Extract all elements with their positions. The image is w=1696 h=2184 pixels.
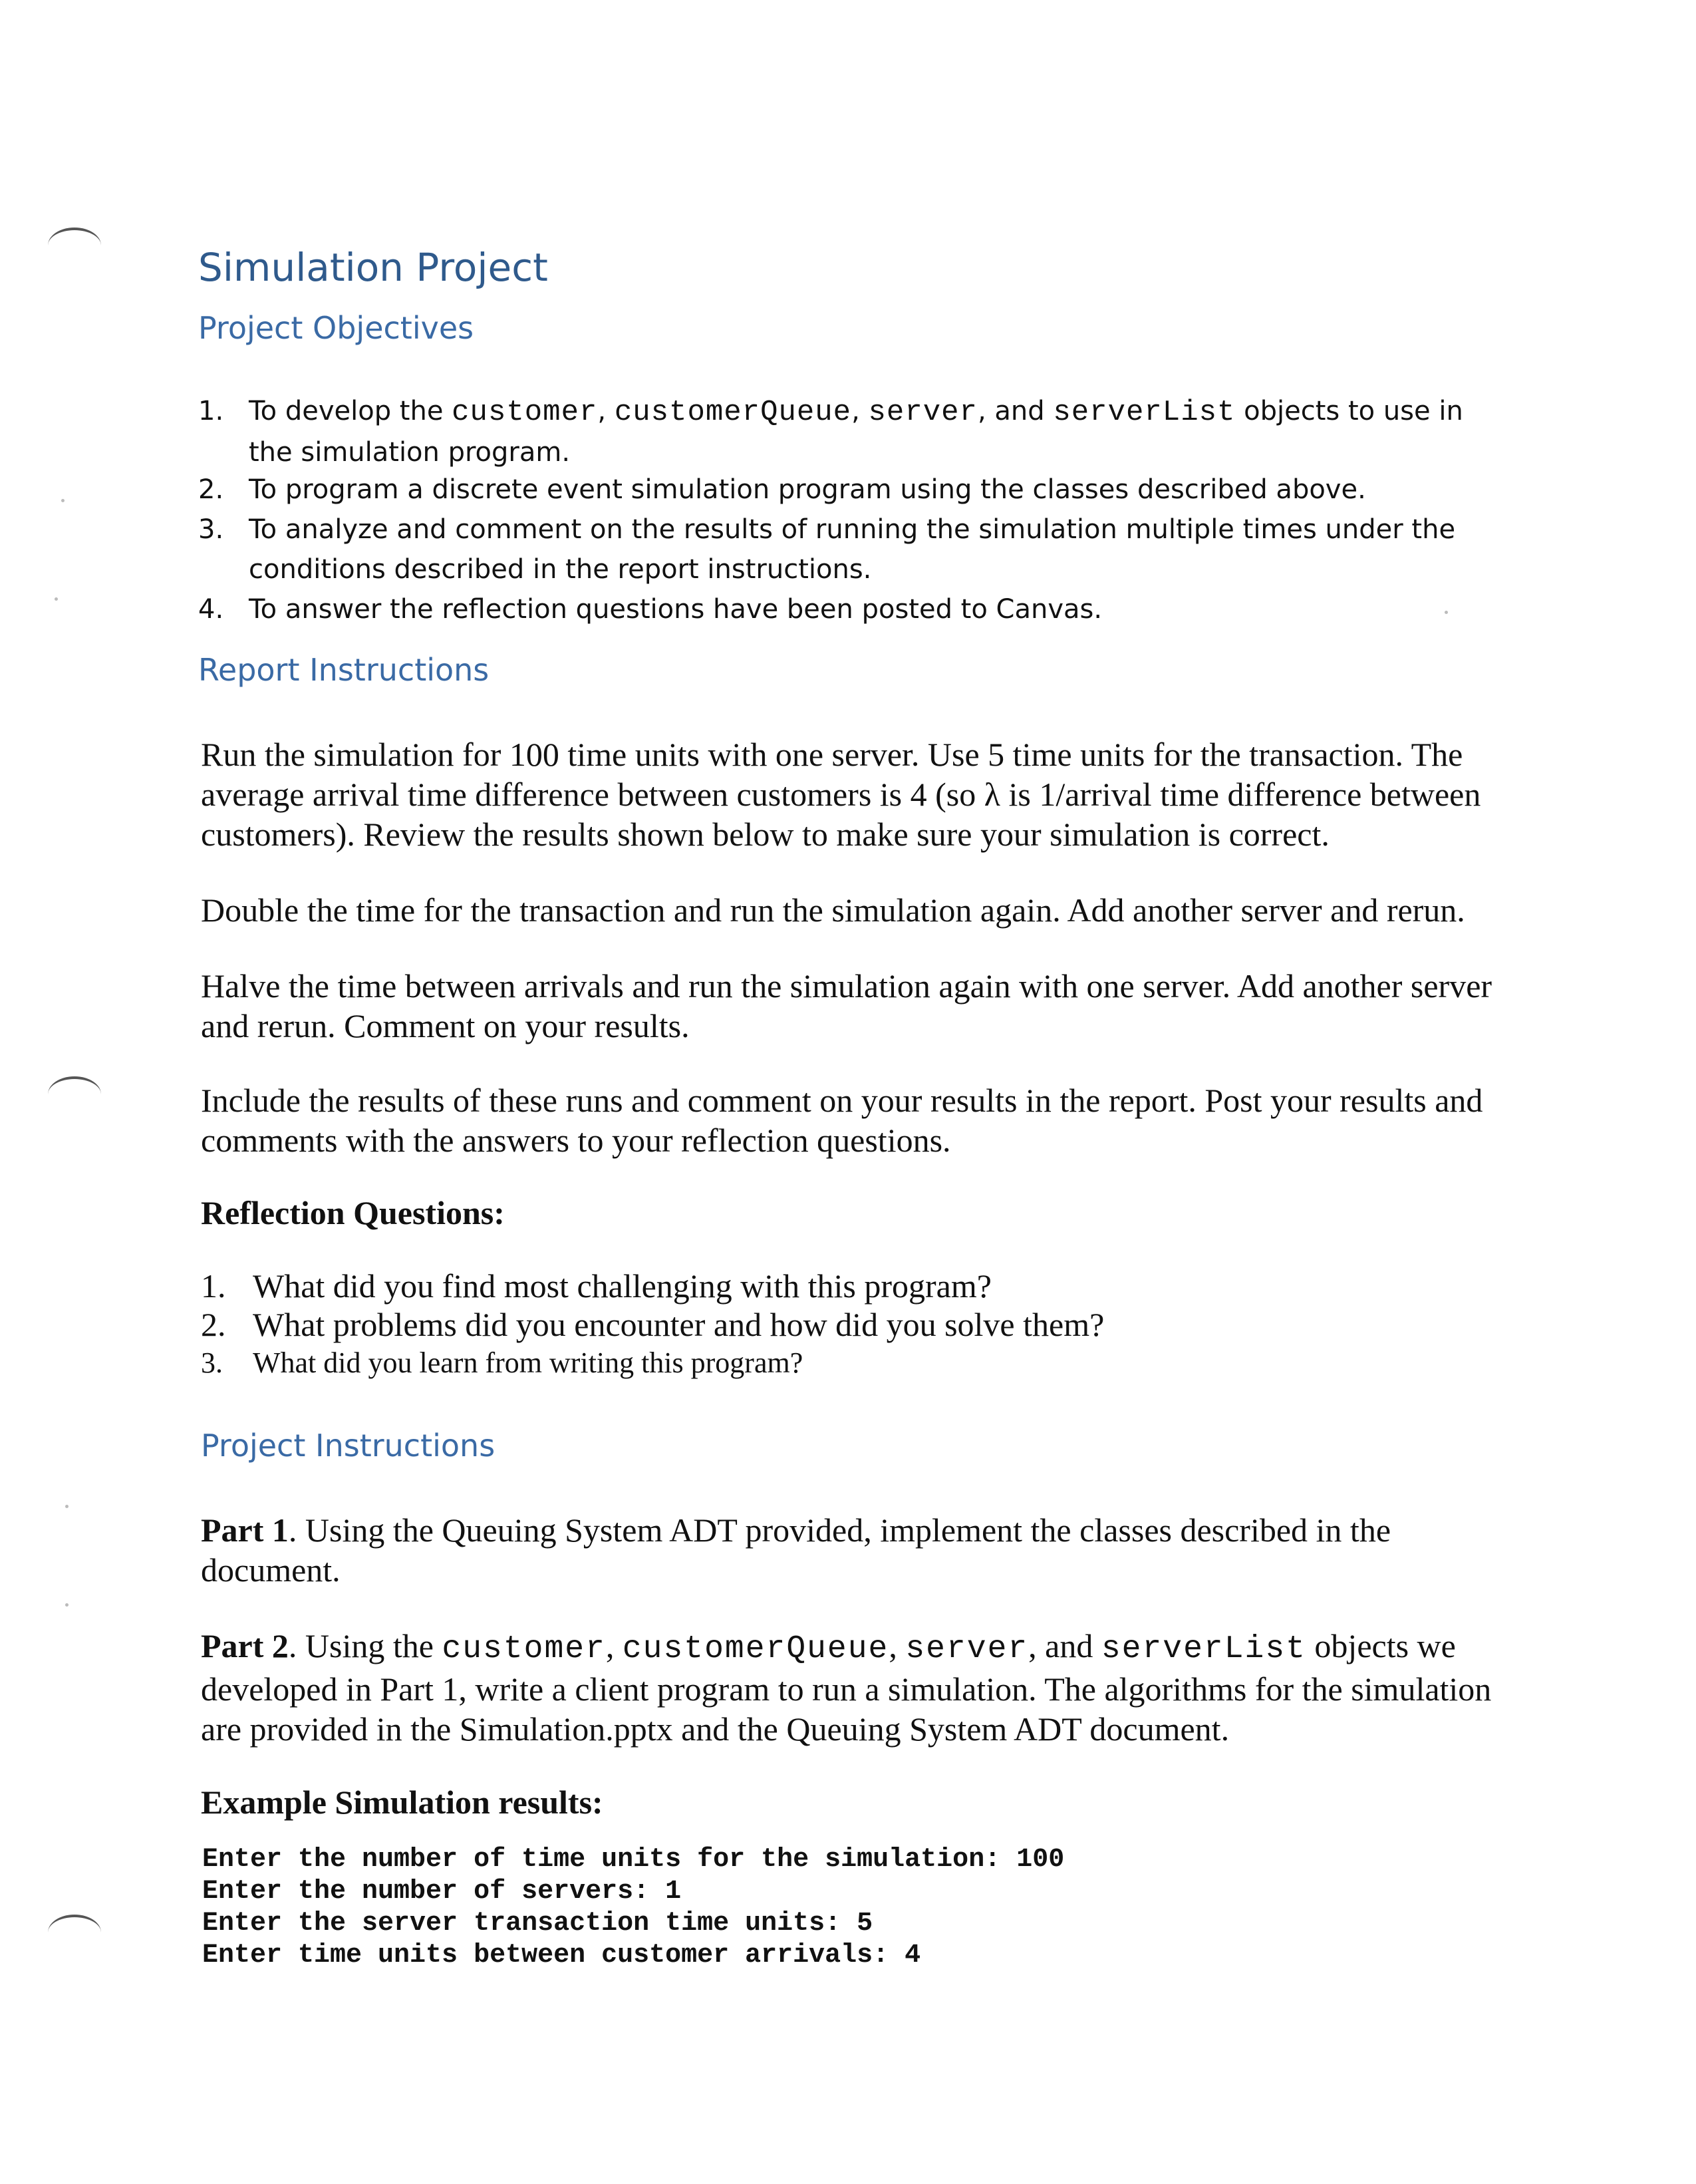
list-item: 1. What did you find most challenging with this program? [201, 1267, 992, 1305]
objectives-list [198, 391, 1495, 629]
report-paragraph-1: Run the simulation for 100 time units with one server. Use 5 time units for the transaction. The average arrival time difference between customers is 4 (so λ is 1/arrival time difference between customers). Review the results shown below to make sure your simulation is correct. [201, 736, 1481, 853]
report-paragraph-3: Halve the time between arrivals and run the simulation again with one server. Add another server and rerun. Comment on your results. [201, 967, 1492, 1044]
scan-speck [65, 1505, 69, 1508]
console-line: Enter time units between customer arrivals: 4 [202, 1941, 921, 1970]
console-line: Enter the server transaction time units: 5 [202, 1909, 873, 1939]
reflection-list [201, 1267, 1398, 1382]
reflection-heading: Reflection Questions: [201, 1194, 505, 1231]
list-item: 1. To develop the customer, customerQueue, server, and serverList objects to use in the simulation program. [198, 396, 1463, 468]
example-console-output [202, 1844, 1064, 1972]
binder-hole-top [48, 228, 101, 263]
list-item: 2. To program a discrete event simulation program using the classes described above. [198, 474, 1366, 505]
binder-hole-bottom [48, 1915, 101, 1950]
example-heading: Example Simulation results: [201, 1784, 603, 1821]
console-line: Enter the number of time units for the simulation: 100 [202, 1845, 1065, 1875]
scan-speck [61, 499, 65, 502]
report-heading: Report Instructions [198, 652, 490, 688]
report-paragraph-4: Include the results of these runs and comment on your results in the report. Post your results and comments with the answers to your reflection questions. [201, 1082, 1483, 1159]
project-heading: Project Instructions [201, 1428, 495, 1464]
report-paragraph-2: Double the time for the transaction and run the simulation again. Add another server and rerun. [201, 891, 1465, 929]
list-item: 3. To analyze and comment on the results of running the simulation multiple times under the conditions described in the report instructions. [198, 514, 1456, 585]
scan-speck [65, 1603, 69, 1607]
console-line: Enter the number of servers: 1 [202, 1877, 682, 1907]
list-item: 4. To answer the reflection questions have been posted to Canvas. [198, 594, 1103, 625]
list-item: 3. What did you learn from writing this program? [201, 1346, 803, 1379]
list-item: 2. What problems did you encounter and how did you solve them? [201, 1306, 1105, 1343]
part2-paragraph: Part 2. Using the customer, customerQueue, server, and serverList objects we developed in Part 1, write a client program to run a simulation. The algorithms for the simulation are provided in the Simulation.pptx and the Queuing System ADT document. [201, 1627, 1492, 1748]
objectives-heading: Project Objectives [198, 310, 474, 346]
scan-speck [55, 597, 58, 601]
binder-hole-middle [48, 1076, 101, 1112]
part1-paragraph: Part 1. Using the Queuing System ADT provided, implement the classes described in the document. [201, 1511, 1391, 1589]
page-title: Simulation Project [198, 245, 548, 290]
